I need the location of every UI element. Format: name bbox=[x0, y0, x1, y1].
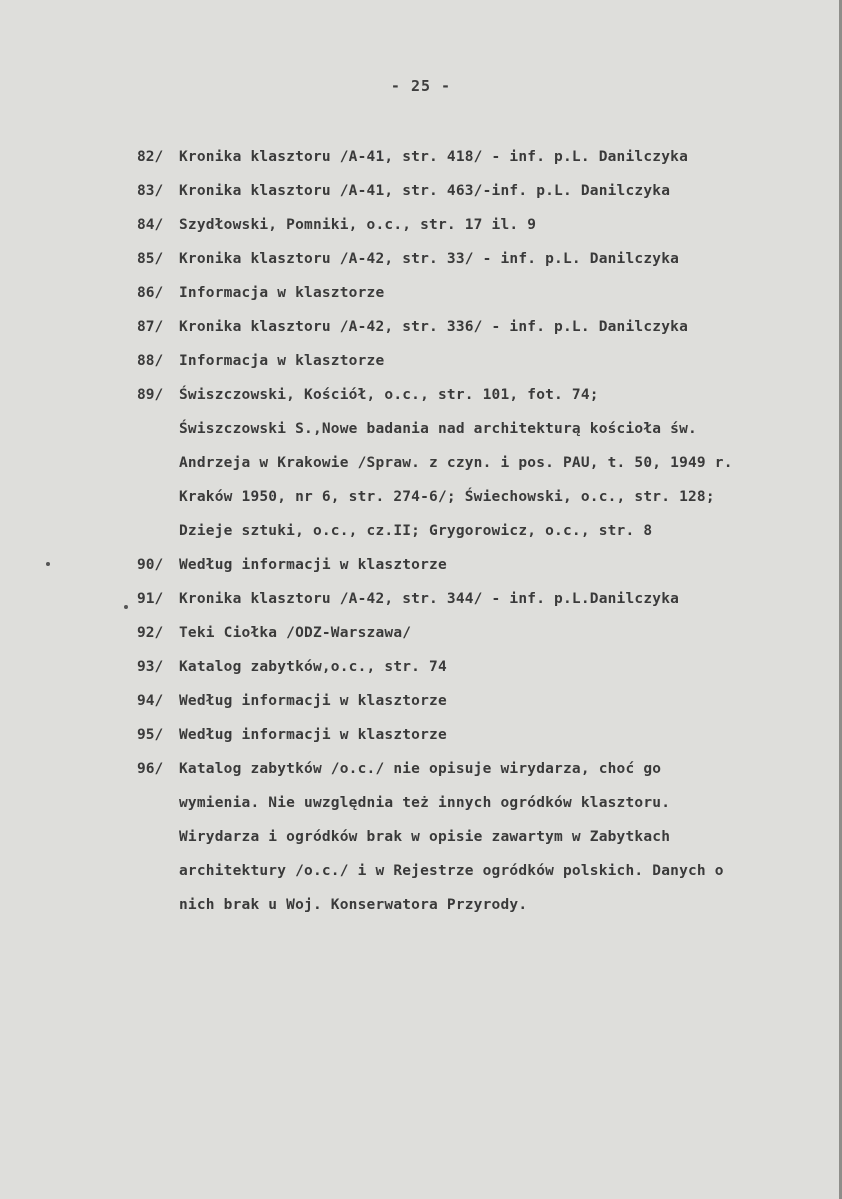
footnote-text bbox=[179, 378, 837, 548]
footnote-number: 82/ bbox=[137, 149, 164, 165]
footnote-number: 90/ bbox=[137, 557, 164, 573]
footnote-line: Informacja w klasztorze bbox=[179, 285, 385, 301]
footnote-number: 93/ bbox=[137, 659, 164, 675]
footnote-line: Dzieje sztuki, o.c., cz.II; Grygorowicz, o.c., str. 8 bbox=[179, 523, 653, 539]
footnote-number: 86/ bbox=[137, 285, 164, 301]
footnote-text bbox=[179, 140, 837, 174]
footnote-number: 88/ bbox=[137, 353, 164, 369]
footnote-text bbox=[179, 242, 837, 276]
footnote-line: Teki Ciołka /ODZ-Warszawa/ bbox=[179, 625, 412, 641]
footnote-entry bbox=[137, 684, 837, 718]
page-number: - 25 - bbox=[390, 77, 452, 95]
footnote-line: Kronika klasztoru /A-41, str. 418/ - inf. p.L. Danilczyka bbox=[179, 149, 688, 165]
footnote-entry bbox=[137, 548, 837, 582]
footnote-number: 83/ bbox=[137, 183, 164, 199]
footnote-entry bbox=[137, 650, 837, 684]
footnote-line: Według informacji w klasztorze bbox=[179, 557, 447, 573]
footnote-number: 94/ bbox=[137, 693, 164, 709]
footnote-text bbox=[179, 208, 837, 242]
footnote-line: Szydłowski, Pomniki, o.c., str. 17 il. 9 bbox=[179, 217, 537, 233]
footnote-entry bbox=[137, 718, 837, 752]
footnote-entry bbox=[137, 242, 837, 276]
footnote-entry bbox=[137, 174, 837, 208]
footnote-line: Wirydarza i ogródków brak w opisie zawartym w Zabytkach bbox=[179, 829, 671, 845]
punch-mark bbox=[124, 605, 128, 609]
footnote-number: 91/ bbox=[137, 591, 164, 607]
footnote-line: wymienia. Nie uwzględnia też innych ogródków klasztoru. bbox=[179, 795, 671, 811]
footnote-line: Świszczowski, Kościół, o.c., str. 101, fot. 74; bbox=[179, 387, 599, 403]
punch-mark bbox=[46, 562, 50, 566]
footnote-line: Według informacji w klasztorze bbox=[179, 727, 447, 743]
footnote-text bbox=[179, 684, 837, 718]
footnote-number: 84/ bbox=[137, 217, 164, 233]
footnote-line: Kronika klasztoru /A-42, str. 336/ - inf. p.L. Danilczyka bbox=[179, 319, 688, 335]
footnote-text bbox=[179, 752, 837, 922]
footnote-entry bbox=[137, 276, 837, 310]
footnote-number: 89/ bbox=[137, 387, 164, 403]
footnote-line: Katalog zabytków /o.c./ nie opisuje wirydarza, choć go bbox=[179, 761, 662, 777]
footnote-line: Informacja w klasztorze bbox=[179, 353, 385, 369]
footnote-list bbox=[137, 140, 837, 922]
footnote-line: Katalog zabytków,o.c., str. 74 bbox=[179, 659, 447, 675]
footnote-line: Kraków 1950, nr 6, str. 274-6/; Świechowski, o.c., str. 128; bbox=[179, 489, 715, 505]
footnote-line: Według informacji w klasztorze bbox=[179, 693, 447, 709]
footnote-line: architektury /o.c./ i w Rejestrze ogródków polskich. Danych o bbox=[179, 863, 724, 879]
footnote-entry bbox=[137, 378, 837, 548]
footnote-number: 87/ bbox=[137, 319, 164, 335]
footnote-number: 95/ bbox=[137, 727, 164, 743]
footnote-text bbox=[179, 718, 837, 752]
footnote-line: Kronika klasztoru /A-42, str. 344/ - inf. p.L.Danilczyka bbox=[179, 591, 680, 607]
footnote-entry bbox=[137, 752, 837, 922]
footnote-text bbox=[179, 650, 837, 684]
footnote-entry bbox=[137, 208, 837, 242]
footnote-entry bbox=[137, 616, 837, 650]
footnote-line: Andrzeja w Krakowie /Spraw. z czyn. i pos. PAU, t. 50, 1949 r. bbox=[179, 455, 733, 471]
footnote-number: 96/ bbox=[137, 761, 164, 777]
footnote-line: Kronika klasztoru /A-41, str. 463/-inf. p.L. Danilczyka bbox=[179, 183, 671, 199]
footnote-text bbox=[179, 548, 837, 582]
footnote-line: nich brak u Woj. Konserwatora Przyrody. bbox=[179, 897, 528, 913]
footnote-text bbox=[179, 174, 837, 208]
footnote-text bbox=[179, 344, 837, 378]
footnote-entry bbox=[137, 310, 837, 344]
footnote-number: 85/ bbox=[137, 251, 164, 267]
footnote-text bbox=[179, 616, 837, 650]
footnote-entry bbox=[137, 582, 837, 616]
footnote-number: 92/ bbox=[137, 625, 164, 641]
footnote-text bbox=[179, 582, 837, 616]
footnote-line: Kronika klasztoru /A-42, str. 33/ - inf. p.L. Danilczyka bbox=[179, 251, 680, 267]
footnote-entry bbox=[137, 140, 837, 174]
footnote-text bbox=[179, 276, 837, 310]
footnote-entry bbox=[137, 344, 837, 378]
footnote-text bbox=[179, 310, 837, 344]
footnote-line: Świszczowski S.,Nowe badania nad architekturą kościoła św. bbox=[179, 421, 697, 437]
